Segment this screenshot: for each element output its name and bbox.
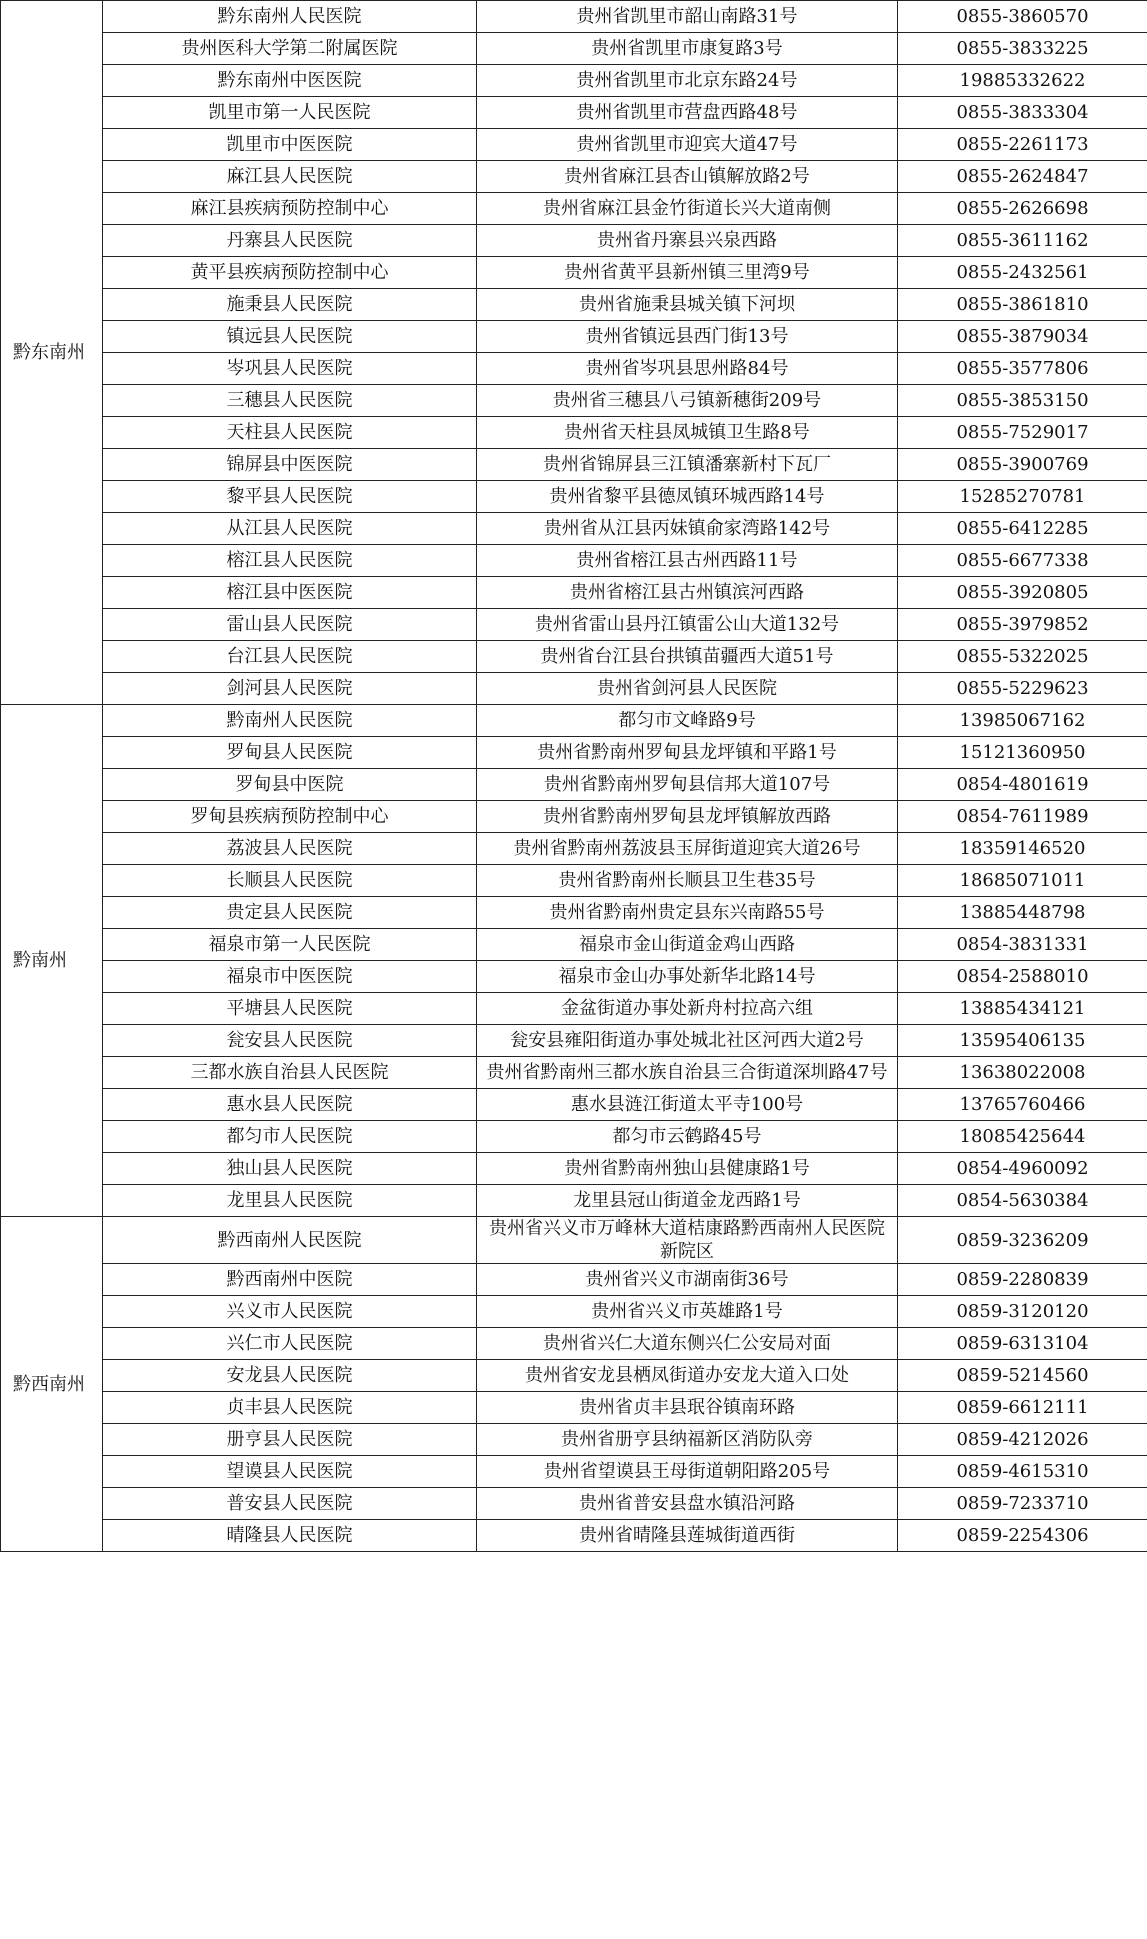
address-cell: 贵州省凯里市营盘西路48号 [477,97,898,129]
region-cell: 黔南州 [1,705,103,1217]
hospital-name-cell: 册亨县人民医院 [103,1424,477,1456]
hospital-name-cell: 贵定县人民医院 [103,897,477,929]
address-cell: 贵州省兴义市万峰林大道桔康路黔西南州人民医院新院区 [477,1217,898,1264]
table-row [1,225,1147,257]
region-cell: 黔西南州 [1,1217,103,1552]
address-cell: 贵州省黔南州罗甸县信邦大道107号 [477,769,898,801]
address-cell: 贵州省麻江县杏山镇解放路2号 [477,161,898,193]
hospital-name-cell: 独山县人民医院 [103,1153,477,1185]
table-row [1,513,1147,545]
address-cell: 贵州省台江县台拱镇苗疆西大道51号 [477,641,898,673]
hospital-name-cell: 凯里市中医医院 [103,129,477,161]
phone-cell: 0855-3611162 [898,225,1147,257]
address-cell: 贵州省锦屏县三江镇潘寨新村下瓦厂 [477,449,898,481]
table-row [1,705,1147,737]
phone-cell: 0859-6612111 [898,1392,1147,1424]
hospital-name-cell: 望谟县人民医院 [103,1456,477,1488]
address-cell: 贵州省黔南州三都水族自治县三合街道深圳路47号 [477,1057,898,1089]
address-cell: 福泉市金山街道金鸡山西路 [477,929,898,961]
address-cell: 贵州省兴义市湖南街36号 [477,1264,898,1296]
address-cell: 贵州省黎平县德凤镇环城西路14号 [477,481,898,513]
hospital-name-cell: 兴义市人民医院 [103,1296,477,1328]
phone-cell: 15285270781 [898,481,1147,513]
phone-cell: 0855-5322025 [898,641,1147,673]
phone-cell: 0854-4801619 [898,769,1147,801]
table-row [1,1264,1147,1296]
hospital-name-cell: 平塘县人民医院 [103,993,477,1025]
hospital-name-cell: 三都水族自治县人民医院 [103,1057,477,1089]
hospital-name-cell: 台江县人民医院 [103,641,477,673]
address-cell: 贵州省施秉县城关镇下河坝 [477,289,898,321]
address-cell: 都匀市文峰路9号 [477,705,898,737]
address-cell: 贵州省麻江县金竹街道长兴大道南侧 [477,193,898,225]
phone-cell: 0855-3861810 [898,289,1147,321]
phone-cell: 0854-2588010 [898,961,1147,993]
table-row [1,417,1147,449]
address-cell: 贵州省普安县盘水镇沿河路 [477,1488,898,1520]
hospital-name-cell: 施秉县人民医院 [103,289,477,321]
address-cell: 贵州省岑巩县思州路84号 [477,353,898,385]
address-cell: 贵州省兴义市英雄路1号 [477,1296,898,1328]
phone-cell: 0855-3920805 [898,577,1147,609]
phone-cell: 13885448798 [898,897,1147,929]
phone-cell: 0855-3833225 [898,33,1147,65]
phone-cell: 0855-2261173 [898,129,1147,161]
table-row [1,193,1147,225]
phone-cell: 0859-2280839 [898,1264,1147,1296]
table-row [1,801,1147,833]
phone-cell: 0855-3900769 [898,449,1147,481]
address-cell: 瓮安县雍阳街道办事处城北社区河西大道2号 [477,1025,898,1057]
table-row [1,449,1147,481]
address-cell: 贵州省黔南州罗甸县龙坪镇解放西路 [477,801,898,833]
hospital-name-cell: 荔波县人民医院 [103,833,477,865]
table-row [1,897,1147,929]
table-row [1,673,1147,705]
phone-cell: 0855-3979852 [898,609,1147,641]
address-cell: 贵州省凯里市迎宾大道47号 [477,129,898,161]
hospital-name-cell: 三穗县人民医院 [103,385,477,417]
address-cell: 贵州省凯里市北京东路24号 [477,65,898,97]
address-cell: 贵州省镇远县西门街13号 [477,321,898,353]
table-row [1,353,1147,385]
hospital-name-cell: 罗甸县疾病预防控制中心 [103,801,477,833]
phone-cell: 0855-3853150 [898,385,1147,417]
address-cell: 金盆街道办事处新舟村拉高六组 [477,993,898,1025]
phone-cell: 15121360950 [898,737,1147,769]
table-row [1,1025,1147,1057]
phone-cell: 0859-5214560 [898,1360,1147,1392]
phone-cell: 0855-3860570 [898,1,1147,33]
phone-cell: 0855-6677338 [898,545,1147,577]
hospital-name-cell: 黔南州人民医院 [103,705,477,737]
address-cell: 贵州省黔南州独山县健康路1号 [477,1153,898,1185]
address-cell: 惠水县涟江街道太平寺100号 [477,1089,898,1121]
phone-cell: 0855-2626698 [898,193,1147,225]
hospital-name-cell: 福泉市中医医院 [103,961,477,993]
table-row [1,1424,1147,1456]
table-row [1,321,1147,353]
phone-cell: 13985067162 [898,705,1147,737]
table-row [1,129,1147,161]
phone-cell: 0855-5229623 [898,673,1147,705]
phone-cell: 0854-7611989 [898,801,1147,833]
address-cell: 贵州省册亨县纳福新区消防队旁 [477,1424,898,1456]
table-row [1,1520,1147,1552]
phone-cell: 0859-7233710 [898,1488,1147,1520]
phone-cell: 0859-3236209 [898,1217,1147,1264]
hospital-name-cell: 雷山县人民医院 [103,609,477,641]
hospital-name-cell: 龙里县人民医院 [103,1185,477,1217]
address-cell: 贵州省黄平县新州镇三里湾9号 [477,257,898,289]
hospital-name-cell: 天柱县人民医院 [103,417,477,449]
phone-cell: 13595406135 [898,1025,1147,1057]
hospital-name-cell: 都匀市人民医院 [103,1121,477,1153]
table-row [1,65,1147,97]
table-row [1,1488,1147,1520]
table-row [1,1296,1147,1328]
hospital-name-cell: 安龙县人民医院 [103,1360,477,1392]
table-row [1,641,1147,673]
address-cell: 贵州省安龙县栖凤街道办安龙大道入口处 [477,1360,898,1392]
address-cell: 贵州省从江县丙妹镇俞家湾路142号 [477,513,898,545]
phone-cell: 0859-3120120 [898,1296,1147,1328]
address-cell: 贵州省望谟县王母街道朝阳路205号 [477,1456,898,1488]
hospital-name-cell: 锦屏县中医医院 [103,449,477,481]
hospital-name-cell: 普安县人民医院 [103,1488,477,1520]
address-cell: 福泉市金山办事处新华北路14号 [477,961,898,993]
table-row [1,769,1147,801]
phone-cell: 0854-3831331 [898,929,1147,961]
hospital-name-cell: 惠水县人民医院 [103,1089,477,1121]
table-row [1,929,1147,961]
hospital-name-cell: 黔西南州中医院 [103,1264,477,1296]
phone-cell: 0859-4615310 [898,1456,1147,1488]
phone-cell: 18085425644 [898,1121,1147,1153]
phone-cell: 0854-4960092 [898,1153,1147,1185]
address-cell: 贵州省兴仁大道东侧兴仁公安局对面 [477,1328,898,1360]
table-row [1,1089,1147,1121]
table-row [1,737,1147,769]
hospital-name-cell: 凯里市第一人民医院 [103,97,477,129]
phone-cell: 0855-2432561 [898,257,1147,289]
table-row [1,161,1147,193]
table-row [1,1185,1147,1217]
phone-cell: 0855-3833304 [898,97,1147,129]
phone-cell: 13638022008 [898,1057,1147,1089]
address-cell: 贵州省雷山县丹江镇雷公山大道132号 [477,609,898,641]
phone-cell: 0859-2254306 [898,1520,1147,1552]
phone-cell: 0855-6412285 [898,513,1147,545]
table-row [1,1392,1147,1424]
hospital-name-cell: 黄平县疾病预防控制中心 [103,257,477,289]
phone-cell: 19885332622 [898,65,1147,97]
hospital-name-cell: 黔东南州人民医院 [103,1,477,33]
address-cell: 贵州省三穗县八弓镇新穗街209号 [477,385,898,417]
table-row [1,97,1147,129]
hospital-name-cell: 贞丰县人民医院 [103,1392,477,1424]
table-row [1,385,1147,417]
table-row [1,1217,1147,1264]
phone-cell: 0855-3879034 [898,321,1147,353]
phone-cell: 0859-6313104 [898,1328,1147,1360]
address-cell: 都匀市云鹤路45号 [477,1121,898,1153]
hospital-name-cell: 从江县人民医院 [103,513,477,545]
phone-cell: 0859-4212026 [898,1424,1147,1456]
address-cell: 贵州省黔南州罗甸县龙坪镇和平路1号 [477,737,898,769]
table-row [1,33,1147,65]
table-row [1,993,1147,1025]
address-cell: 贵州省榕江县古州西路11号 [477,545,898,577]
phone-cell: 18359146520 [898,833,1147,865]
address-cell: 贵州省黔南州贵定县东兴南路55号 [477,897,898,929]
table-row [1,289,1147,321]
table-row [1,1153,1147,1185]
address-cell: 贵州省黔南州荔波县玉屏街道迎宾大道26号 [477,833,898,865]
address-cell: 贵州省榕江县古州镇滨河西路 [477,577,898,609]
address-cell: 贵州省凯里市康复路3号 [477,33,898,65]
hospital-name-cell: 晴隆县人民医院 [103,1520,477,1552]
table-row [1,577,1147,609]
address-cell: 贵州省丹寨县兴泉西路 [477,225,898,257]
table-row [1,1456,1147,1488]
address-cell: 龙里县冠山街道金龙西路1号 [477,1185,898,1217]
phone-cell: 18685071011 [898,865,1147,897]
address-cell: 贵州省凯里市韶山南路31号 [477,1,898,33]
hospital-name-cell: 福泉市第一人民医院 [103,929,477,961]
table-row [1,1,1147,33]
phone-cell: 13765760466 [898,1089,1147,1121]
address-cell: 贵州省贞丰县珉谷镇南环路 [477,1392,898,1424]
hospital-name-cell: 罗甸县中医院 [103,769,477,801]
table-row [1,1328,1147,1360]
hospital-name-cell: 长顺县人民医院 [103,865,477,897]
table-row [1,1057,1147,1089]
table-row [1,481,1147,513]
address-cell: 贵州省天柱县凤城镇卫生路8号 [477,417,898,449]
phone-cell: 13885434121 [898,993,1147,1025]
hospital-name-cell: 罗甸县人民医院 [103,737,477,769]
hospital-name-cell: 黎平县人民医院 [103,481,477,513]
hospital-name-cell: 榕江县人民医院 [103,545,477,577]
hospital-name-cell: 榕江县中医医院 [103,577,477,609]
hospital-name-cell: 剑河县人民医院 [103,673,477,705]
hospital-name-cell: 贵州医科大学第二附属医院 [103,33,477,65]
table-row [1,833,1147,865]
phone-cell: 0854-5630384 [898,1185,1147,1217]
table-row [1,1121,1147,1153]
hospital-name-cell: 镇远县人民医院 [103,321,477,353]
address-cell: 贵州省晴隆县莲城街道西街 [477,1520,898,1552]
table-row [1,961,1147,993]
hospital-name-cell: 兴仁市人民医院 [103,1328,477,1360]
hospital-table-body [1,1,1147,1552]
hospital-name-cell: 麻江县人民医院 [103,161,477,193]
table-row [1,257,1147,289]
phone-cell: 0855-2624847 [898,161,1147,193]
table-row [1,865,1147,897]
phone-cell: 0855-7529017 [898,417,1147,449]
hospital-name-cell: 黔东南州中医医院 [103,65,477,97]
phone-cell: 0855-3577806 [898,353,1147,385]
table-row [1,609,1147,641]
table-row [1,545,1147,577]
hospital-name-cell: 黔西南州人民医院 [103,1217,477,1264]
table-row [1,1360,1147,1392]
hospital-name-cell: 丹寨县人民医院 [103,225,477,257]
hospital-name-cell: 瓮安县人民医院 [103,1025,477,1057]
hospital-name-cell: 麻江县疾病预防控制中心 [103,193,477,225]
address-cell: 贵州省剑河县人民医院 [477,673,898,705]
hospital-name-cell: 岑巩县人民医院 [103,353,477,385]
region-cell: 黔东南州 [1,1,103,705]
address-cell: 贵州省黔南州长顺县卫生巷35号 [477,865,898,897]
